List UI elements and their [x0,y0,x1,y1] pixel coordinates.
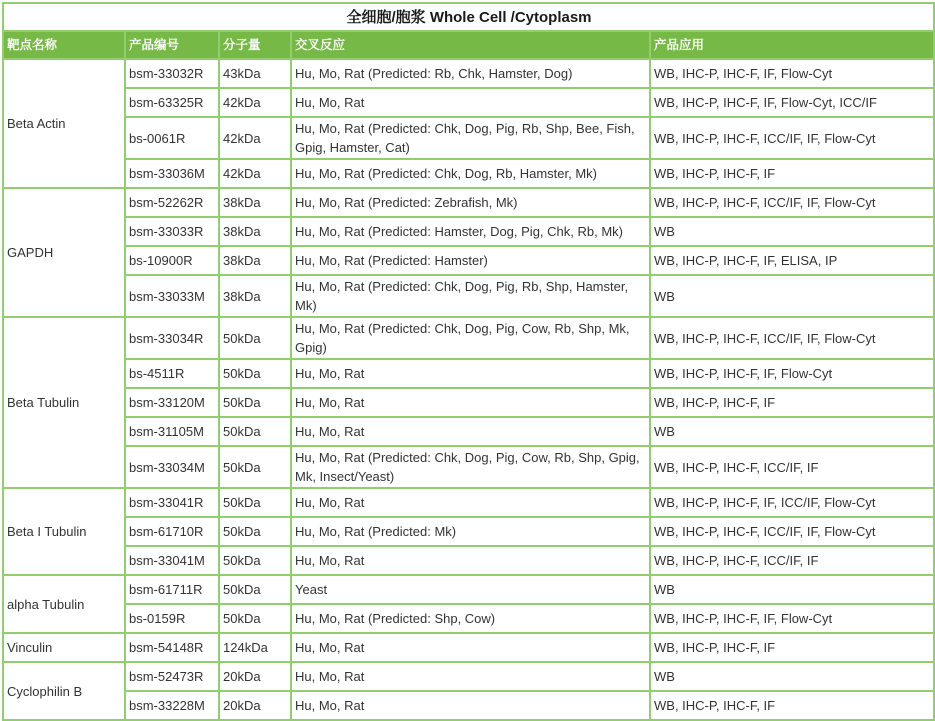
table-title: 全细胞/胞浆 Whole Cell /Cytoplasm [3,3,934,31]
applications-cell: WB, IHC-P, IHC-F, IF, Flow-Cyt [650,359,934,388]
applications-cell: WB, IHC-P, IHC-F, ICC/IF, IF, Flow-Cyt [650,188,934,217]
target-name-cell: Beta Tubulin [3,317,125,488]
catalog-number-cell: bsm-33033M [125,275,219,317]
column-header-catalog: 产品编号 [125,31,219,59]
header-row [3,31,934,59]
table-row [3,662,934,691]
cross-reactivity-cell: Hu, Mo, Rat (Predicted: Rb, Chk, Hamster, Dog) [291,59,650,88]
applications-cell: WB [650,575,934,604]
catalog-number-cell: bsm-54148R [125,633,219,662]
product-table [2,2,935,721]
molecular-weight-cell: 38kDa [219,217,291,246]
applications-cell: WB, IHC-P, IHC-F, IF [650,691,934,720]
applications-cell: WB, IHC-P, IHC-F, IF, Flow-Cyt [650,59,934,88]
table-row [3,388,934,417]
molecular-weight-cell: 50kDa [219,446,291,488]
column-header-cross-reactivity: 交叉反应 [291,31,650,59]
catalog-number-cell: bsm-52473R [125,662,219,691]
molecular-weight-cell: 50kDa [219,359,291,388]
target-name-cell: Cyclophilin B [3,662,125,720]
target-name-cell: Vinculin [3,633,125,662]
catalog-number-cell: bsm-33036M [125,159,219,188]
cross-reactivity-cell: Yeast [291,575,650,604]
table-row [3,275,934,317]
molecular-weight-cell: 20kDa [219,691,291,720]
molecular-weight-cell: 38kDa [219,188,291,217]
molecular-weight-cell: 38kDa [219,246,291,275]
applications-cell: WB [650,417,934,446]
column-header-target: 靶点名称 [3,31,125,59]
cross-reactivity-cell: Hu, Mo, Rat [291,633,650,662]
catalog-number-cell: bs-10900R [125,246,219,275]
catalog-number-cell: bsm-33041R [125,488,219,517]
table-row [3,517,934,546]
applications-cell: WB [650,217,934,246]
column-header-applications: 产品应用 [650,31,934,59]
molecular-weight-cell: 42kDa [219,117,291,159]
applications-cell: WB, IHC-P, IHC-F, ICC/IF, IF, Flow-Cyt [650,117,934,159]
cross-reactivity-cell: Hu, Mo, Rat (Predicted: Chk, Dog, Pig, Rb, Shp, Hamster, Mk) [291,275,650,317]
cross-reactivity-cell: Hu, Mo, Rat (Predicted: Chk, Dog, Rb, Hamster, Mk) [291,159,650,188]
table-row [3,117,934,159]
catalog-number-cell: bsm-52262R [125,188,219,217]
molecular-weight-cell: 50kDa [219,546,291,575]
table-row [3,359,934,388]
molecular-weight-cell: 124kDa [219,633,291,662]
target-name-cell: GAPDH [3,188,125,317]
applications-cell: WB, IHC-P, IHC-F, ICC/IF, IF [650,546,934,575]
table-row [3,188,934,217]
target-name-cell: alpha Tubulin [3,575,125,633]
cross-reactivity-cell: Hu, Mo, Rat [291,359,650,388]
cross-reactivity-cell: Hu, Mo, Rat (Predicted: Mk) [291,517,650,546]
cross-reactivity-cell: Hu, Mo, Rat [291,417,650,446]
applications-cell: WB, IHC-P, IHC-F, IF, ELISA, IP [650,246,934,275]
cross-reactivity-cell: Hu, Mo, Rat [291,662,650,691]
molecular-weight-cell: 50kDa [219,575,291,604]
molecular-weight-cell: 42kDa [219,159,291,188]
molecular-weight-cell: 43kDa [219,59,291,88]
table-row [3,159,934,188]
applications-cell: WB, IHC-P, IHC-F, IF, Flow-Cyt [650,604,934,633]
title-row [3,3,934,31]
catalog-number-cell: bsm-33034M [125,446,219,488]
cross-reactivity-cell: Hu, Mo, Rat (Predicted: Chk, Dog, Pig, Cow, Rb, Shp, Gpig, Mk, Insect/Yeast) [291,446,650,488]
molecular-weight-cell: 50kDa [219,388,291,417]
catalog-number-cell: bsm-61710R [125,517,219,546]
cross-reactivity-cell: Hu, Mo, Rat [291,488,650,517]
catalog-number-cell: bs-4511R [125,359,219,388]
cross-reactivity-cell: Hu, Mo, Rat (Predicted: Hamster) [291,246,650,275]
catalog-number-cell: bsm-33120M [125,388,219,417]
table-row [3,59,934,88]
cross-reactivity-cell: Hu, Mo, Rat [291,388,650,417]
catalog-number-cell: bsm-63325R [125,88,219,117]
molecular-weight-cell: 50kDa [219,317,291,359]
catalog-number-cell: bsm-31105M [125,417,219,446]
catalog-number-cell: bsm-33034R [125,317,219,359]
cross-reactivity-cell: Hu, Mo, Rat [291,88,650,117]
applications-cell: WB, IHC-P, IHC-F, IF [650,388,934,417]
table-row [3,575,934,604]
applications-cell: WB [650,275,934,317]
cross-reactivity-cell: Hu, Mo, Rat (Predicted: Shp, Cow) [291,604,650,633]
table-row [3,546,934,575]
catalog-number-cell: bs-0061R [125,117,219,159]
applications-cell: WB, IHC-P, IHC-F, ICC/IF, IF, Flow-Cyt [650,317,934,359]
catalog-number-cell: bsm-61711R [125,575,219,604]
table-row [3,691,934,720]
table-row [3,446,934,488]
applications-cell: WB, IHC-P, IHC-F, IF [650,633,934,662]
cross-reactivity-cell: Hu, Mo, Rat [291,546,650,575]
target-name-cell: Beta I Tubulin [3,488,125,575]
molecular-weight-cell: 42kDa [219,88,291,117]
applications-cell: WB, IHC-P, IHC-F, ICC/IF, IF [650,446,934,488]
molecular-weight-cell: 20kDa [219,662,291,691]
cross-reactivity-cell: Hu, Mo, Rat (Predicted: Chk, Dog, Pig, Cow, Rb, Shp, Mk, Gpig) [291,317,650,359]
table-row [3,633,934,662]
applications-cell: WB, IHC-P, IHC-F, ICC/IF, IF, Flow-Cyt [650,517,934,546]
catalog-number-cell: bsm-33033R [125,217,219,246]
table-row [3,317,934,359]
applications-cell: WB [650,662,934,691]
molecular-weight-cell: 50kDa [219,604,291,633]
cross-reactivity-cell: Hu, Mo, Rat (Predicted: Hamster, Dog, Pig, Chk, Rb, Mk) [291,217,650,246]
applications-cell: WB, IHC-P, IHC-F, IF, ICC/IF, Flow-Cyt [650,488,934,517]
target-name-cell: Beta Actin [3,59,125,188]
molecular-weight-cell: 50kDa [219,517,291,546]
catalog-number-cell: bsm-33228M [125,691,219,720]
molecular-weight-cell: 50kDa [219,417,291,446]
table-row [3,217,934,246]
molecular-weight-cell: 38kDa [219,275,291,317]
table-row [3,88,934,117]
applications-cell: WB, IHC-P, IHC-F, IF, Flow-Cyt, ICC/IF [650,88,934,117]
catalog-number-cell: bs-0159R [125,604,219,633]
table-row [3,246,934,275]
table-body [3,59,934,720]
cross-reactivity-cell: Hu, Mo, Rat (Predicted: Chk, Dog, Pig, Rb, Shp, Bee, Fish, Gpig, Hamster, Cat) [291,117,650,159]
molecular-weight-cell: 50kDa [219,488,291,517]
table-row [3,488,934,517]
column-header-molecular-weight: 分子量 [219,31,291,59]
table-row [3,604,934,633]
cross-reactivity-cell: Hu, Mo, Rat [291,691,650,720]
catalog-number-cell: bsm-33041M [125,546,219,575]
table-head [3,3,934,59]
cross-reactivity-cell: Hu, Mo, Rat (Predicted: Zebrafish, Mk) [291,188,650,217]
catalog-number-cell: bsm-33032R [125,59,219,88]
applications-cell: WB, IHC-P, IHC-F, IF [650,159,934,188]
table-row [3,417,934,446]
